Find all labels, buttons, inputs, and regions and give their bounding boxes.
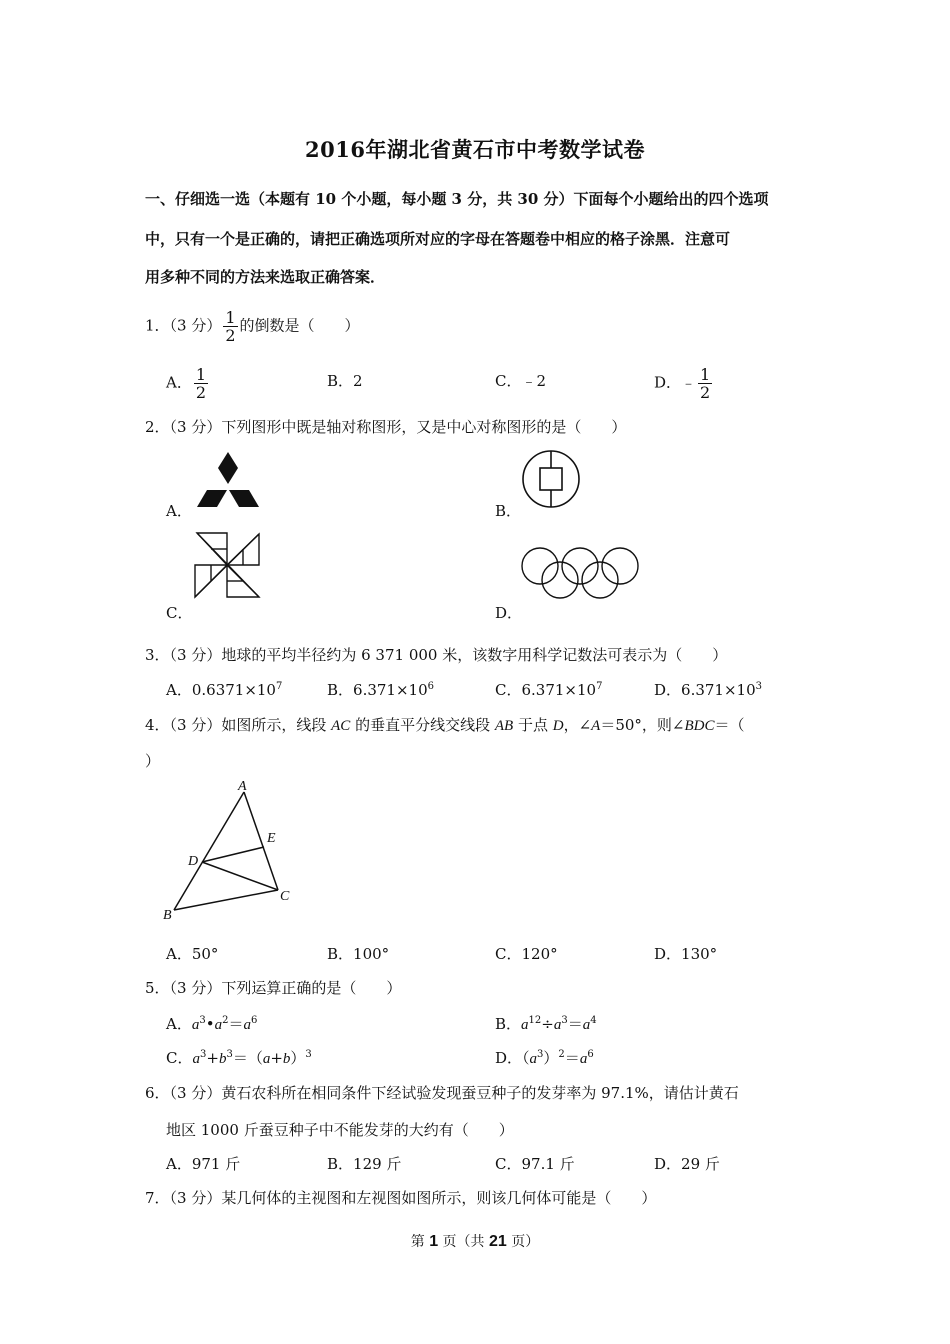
question-3: 3．（3 分）地球的平均半径约为 6 371 000 米，该数字用科学记数法可表示为（ ） (145, 646, 728, 664)
q4-text: ＝50°，则∠ (600, 716, 685, 734)
q5-option-b (495, 1013, 597, 1034)
q4-text: 于点 (513, 716, 553, 734)
footer-text: 页） (506, 1234, 540, 1250)
ring (522, 548, 558, 584)
option-label: A． (166, 373, 192, 392)
exponent: 6 (427, 681, 434, 692)
fraction (194, 366, 208, 401)
option-label: D．﹣ (654, 373, 697, 392)
q4-option-d: D．130° (654, 945, 718, 963)
q4-var: BDC (684, 718, 715, 734)
fraction-denominator: 2 (225, 326, 236, 345)
section-instructions-line-3: 用多种不同的方法来选取正确答案． (145, 268, 386, 286)
option-label: A． (166, 1015, 192, 1033)
q5-option-a (166, 1013, 257, 1034)
fraction-one-half (223, 309, 237, 344)
var: a (243, 1017, 251, 1033)
q4-text: ，∠ (563, 716, 592, 734)
exponent: 3 (305, 1049, 312, 1060)
circle-square-figure (520, 448, 582, 510)
exponent: 3 (199, 1015, 206, 1026)
question-6-line-2: 地区 1000 斤蚕豆种子中不能发芽的大约有（ ） (166, 1121, 514, 1139)
fraction-denominator: 2 (195, 383, 207, 402)
q4-var: D (552, 718, 564, 734)
exponent: 2 (558, 1049, 565, 1060)
q6-option-a: A．971 斤 (166, 1155, 241, 1173)
q1-option-a (166, 366, 210, 401)
var: a (582, 1017, 591, 1033)
triangle-figure (160, 778, 310, 926)
exponent: 4 (590, 1015, 597, 1026)
q3-option-d (654, 679, 762, 700)
exponent: 3 (561, 1015, 568, 1026)
q5-option-c (166, 1047, 312, 1068)
q4-var: AB (494, 718, 514, 734)
exponent: 3 (537, 1049, 544, 1060)
segment-bc (174, 890, 278, 910)
var: a (579, 1051, 588, 1067)
diamond-left (197, 490, 227, 507)
q4-text: ＝（ (714, 716, 745, 734)
page-number: 1 (429, 1233, 439, 1250)
operator: ＝ (567, 1015, 583, 1033)
segment-dc (202, 862, 278, 890)
q2-option-a-label: A． (166, 502, 192, 520)
exponent: 6 (587, 1049, 594, 1060)
exponent: 3 (226, 1049, 233, 1060)
operator: + (206, 1049, 219, 1067)
three-diamonds-figure (195, 450, 261, 510)
exponent: 12 (528, 1015, 542, 1026)
question-1-prefix: 1．（3 分） (145, 316, 222, 335)
var: a (262, 1051, 271, 1067)
exponent: 3 (755, 681, 762, 692)
ring (562, 548, 598, 584)
segment-ab (174, 792, 244, 910)
q2-option-b-label: B． (495, 502, 522, 520)
q4-text: 的垂直平分线交线段 (350, 716, 495, 734)
q2-option-d-label: D． (495, 604, 523, 622)
inner-square (540, 468, 562, 490)
fraction-numerator: 1 (195, 365, 207, 384)
q1-option-d (654, 366, 714, 401)
fraction-numerator: 1 (225, 308, 236, 327)
q3-option-c (495, 679, 602, 700)
page-total: 21 (489, 1233, 507, 1250)
operator: ＝ (564, 1049, 580, 1067)
point-label-b: B (163, 908, 172, 923)
fraction-numerator: 1 (700, 365, 711, 384)
q6-option-b: B．129 斤 (327, 1155, 402, 1173)
q6-option-d: D．29 斤 (654, 1155, 720, 1173)
question-1 (145, 309, 360, 344)
q2-option-c-label: C． (166, 604, 193, 622)
diamond-right (229, 490, 259, 507)
var: a (553, 1017, 562, 1033)
question-2: 2．（3 分）下列图形中既是轴对称图形，又是中心对称图形的是（ ） (145, 418, 627, 436)
q4-option-c: C．120° (495, 945, 558, 963)
var: b (218, 1051, 227, 1067)
fraction (698, 366, 712, 401)
var: a (192, 1051, 200, 1067)
option-label: B． (495, 1015, 522, 1033)
ring (602, 548, 638, 584)
operator: ＝（ (232, 1049, 263, 1067)
question-7: 7．（3 分）某几何体的主视图和左视图如图所示，则该几何体可能是（ ） (145, 1189, 657, 1207)
exponent: 6 (250, 1015, 258, 1026)
q3-option-a (166, 679, 282, 700)
q5-option-d (495, 1047, 594, 1068)
section-instructions-line-1: 一、仔细选一选（本题有 10 个小题，每小题 3 分，共 30 分）下面每个小题给出的四个选项 (145, 190, 769, 208)
question-4-line-2: ） (145, 752, 161, 770)
var: a (529, 1051, 538, 1067)
page-footer (0, 1231, 950, 1251)
operator: + (270, 1049, 283, 1067)
var: b (282, 1051, 291, 1067)
option-text: A．0.6371×10 (166, 681, 276, 699)
q1-option-c: C．﹣2 (495, 372, 547, 390)
segment-de (202, 847, 264, 862)
option-label: D．（ (495, 1049, 530, 1067)
question-4 (145, 714, 744, 735)
footer-text: 页（共 (438, 1234, 489, 1250)
q4-text: 4．（3 分）如图所示，线段 (145, 716, 332, 734)
point-label-c: C (280, 889, 290, 904)
point-label-e: E (267, 831, 276, 846)
question-5: 5．（3 分）下列运算正确的是（ ） (145, 979, 402, 997)
operator: • (205, 1015, 215, 1033)
option-label: C． (166, 1049, 193, 1067)
q4-var: AC (331, 718, 351, 734)
diamond-top (218, 452, 238, 484)
var: a (521, 1017, 529, 1033)
q4-option-b: B．100° (327, 945, 390, 963)
point-label-a: A (238, 779, 247, 794)
point-label-d: D (188, 854, 199, 869)
option-text: B．6.371×10 (327, 681, 428, 699)
option-text: C．6.371×10 (495, 681, 597, 699)
var: a (191, 1017, 200, 1033)
footer-text: 第 (410, 1234, 430, 1250)
question-1-suffix: 的倒数是（ ） (239, 316, 360, 335)
exponent: 7 (596, 681, 603, 692)
fraction-denominator: 2 (700, 383, 711, 402)
question-6: 6．（3 分）黄石农科所在相同条件下经试验发现蚕豆种子的发芽率为 97.1%，请估计黄石 (145, 1084, 739, 1102)
five-rings-figure (520, 546, 642, 602)
q6-option-c: C．97.1 斤 (495, 1155, 575, 1173)
q1-option-b: B．2 (327, 372, 363, 390)
q3-option-b (327, 679, 434, 700)
operator: ） (543, 1049, 559, 1067)
ring (582, 562, 618, 598)
pinwheel-figure (193, 532, 263, 600)
q4-var: A (591, 718, 601, 734)
ring (542, 562, 578, 598)
operator: ） (290, 1049, 306, 1067)
exponent: 3 (199, 1049, 207, 1060)
q4-option-a: A．50° (166, 945, 219, 963)
exponent: 2 (222, 1015, 229, 1026)
var: a (214, 1017, 223, 1033)
option-text: D．6.371×10 (654, 681, 756, 699)
operator: ＝ (228, 1015, 244, 1033)
operator: ÷ (541, 1015, 554, 1033)
section-instructions-line-2: 中，只有一个是正确的，请把正确选项所对应的字母在答题卷中相应的格子涂黑．注意可 (145, 230, 731, 248)
page-title: 2016年湖北省黄石市中考数学试卷 (305, 137, 645, 162)
exponent: 7 (275, 681, 283, 692)
